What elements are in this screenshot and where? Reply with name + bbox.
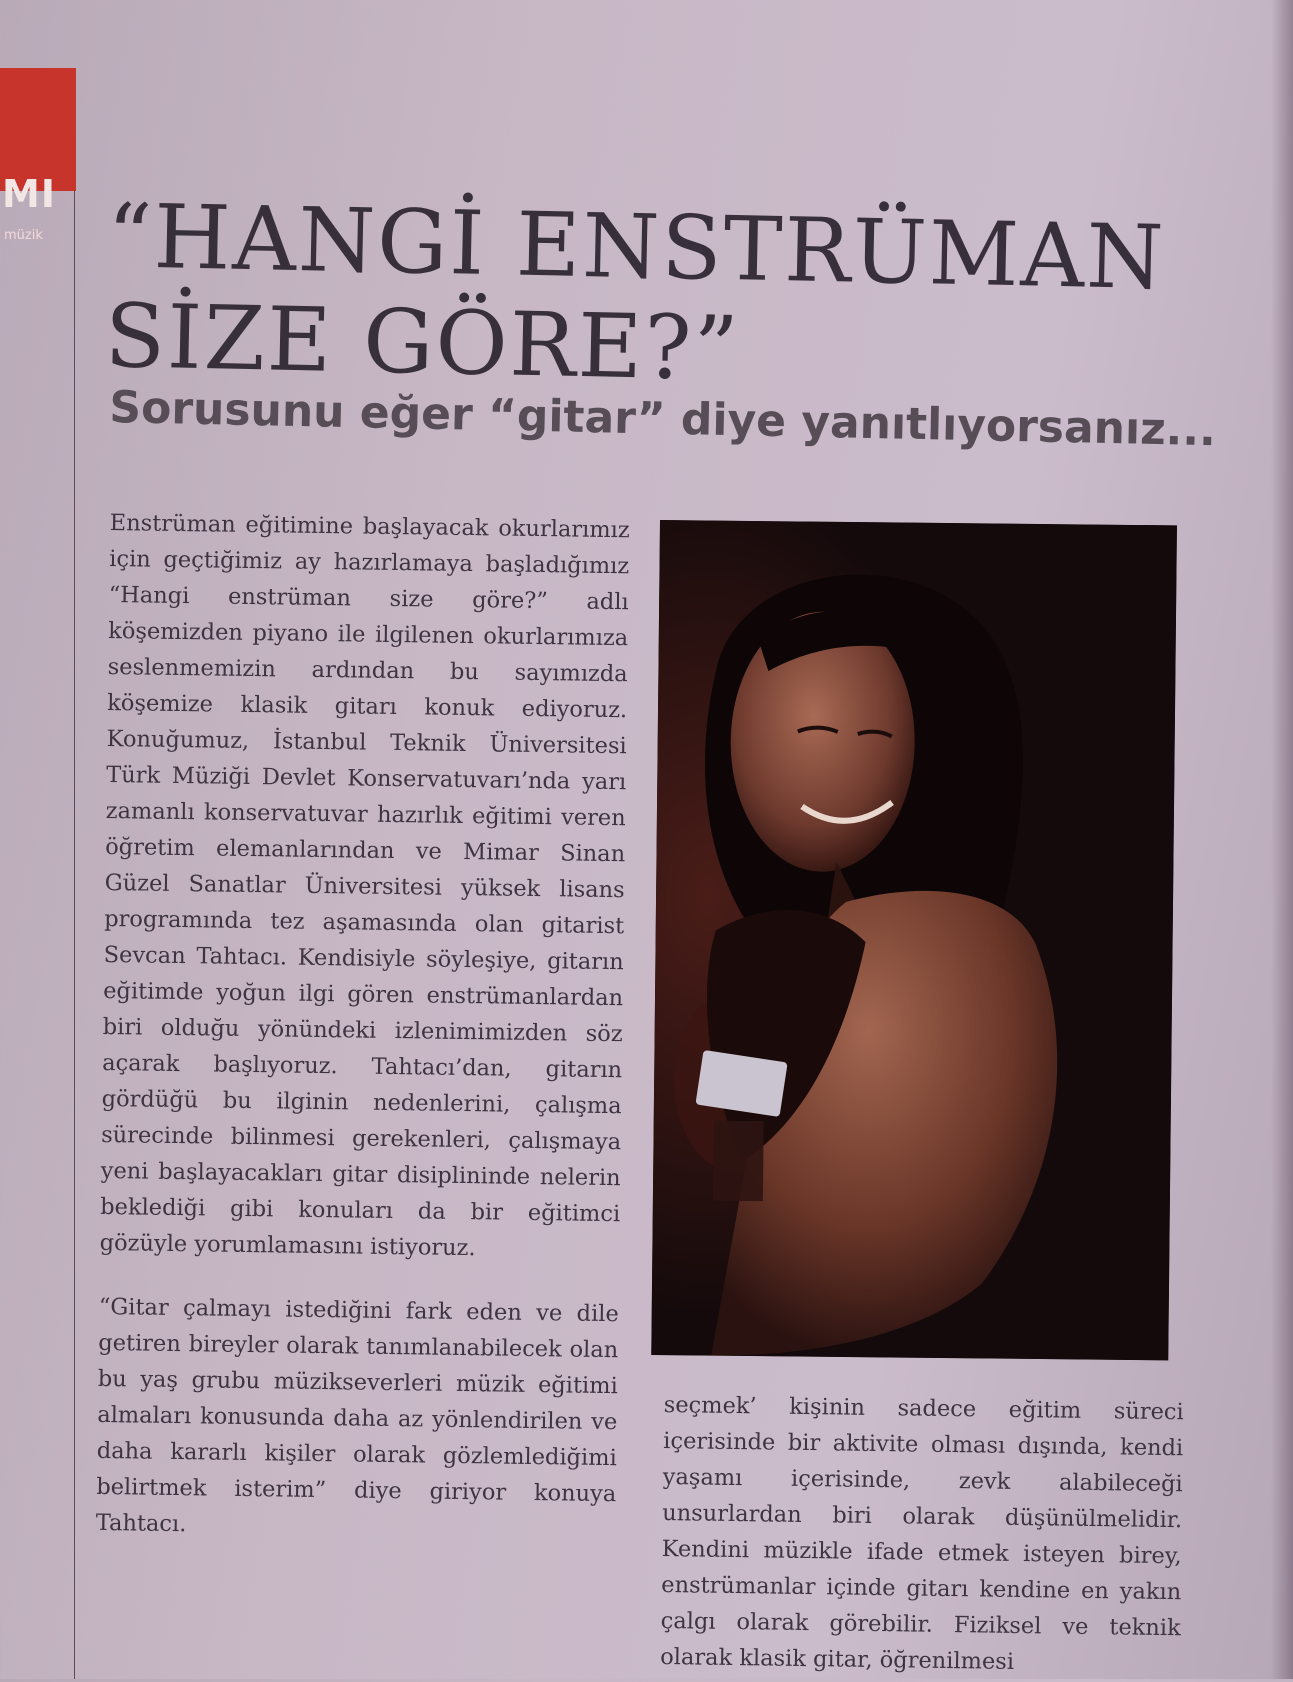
- section-tag: [0, 68, 76, 243]
- standfirst: Sorusunu eğer “gitar” diye yanıtlıyorsanız...: [108, 382, 1217, 457]
- portrait-illustration: [651, 520, 1177, 1360]
- page-edge-shadow: [1271, 0, 1293, 1679]
- intro-paragraph: Enstrüman eğitimine başlayacak okurlarımız için geçtiğimiz ay hazırlamaya başladığımız “Hangi enstrüman size göre?” adlı köşemizden piyano ile ilgilenen okurlarımıza seslenmemizin ardından bu sayımızda köşemize klasik gitarı konuk ediyoruz. Konuğumuz, İstanbul Teknik Üniversitesi Türk Müziği Devlet Konservatuvarı’nda yarı zamanlı konservatuvar hazırlık eğitimi veren öğretim elemanlarından ve Mimar Sinan Güzel Sanatlar Üniversitesi yüksek lisans programında tez aşamasında olan gitarist Sevcan Tahtacı. Kendisiyle söyleşiye, gitarın eğitimde yoğun ilgi gören enstrümanlardan biri olduğu yönündeki izlenimimizden söz açarak başlıyoruz. Tahtacı’dan, gitarın gördüğü bu ilginin nedenlerini, çalışma sürecinde bilinmesi gerekenleri, çalışmaya yeni başlayacakları gitar disiplininde nelerin beklediği gibi konuları da bir eğitimci gözüyle yorumlamasını istiyoruz.: [99, 509, 630, 1262]
- left-column: [96, 505, 630, 1548]
- column-rule: [74, 191, 75, 1679]
- right-column: [660, 1387, 1184, 1682]
- quote-paragraph: “Gitar çalmayı istediğini fark eden ve dile getiren bireyler olarak tanımlanabilecek olan bu yaş grubu müzikseverleri müzik eğitimi almaları konusunda daha az yönlendirilen ve daha kararlı kişiler olarak gözlemlediğimi belirtmek isterim” diye giriyor konuya Tahtacı.: [95, 1293, 619, 1538]
- right-paragraph: seçmek’ kişinin sadece eğitim süreci içerisinde bir aktivite olması dışında, kendi yaşamı içerisinde, zevk alabileceği unsurlardan biri olarak düşünülmelidir. Kendini müzikle ifade etmek isteyen birey, enstrümanlar içinde gitarı kendine en yakın çalgı olarak görebilir. Fiziksel ve teknik olarak klasik gitar, öğrenilmesi: [660, 1391, 1184, 1675]
- section-sub: müzik: [4, 228, 43, 243]
- headline: “HANGİ ENSTRÜMAN SİZE GÖRE?”: [103, 184, 1167, 401]
- portrait-photo: [651, 520, 1177, 1360]
- section-code: MI: [2, 172, 56, 216]
